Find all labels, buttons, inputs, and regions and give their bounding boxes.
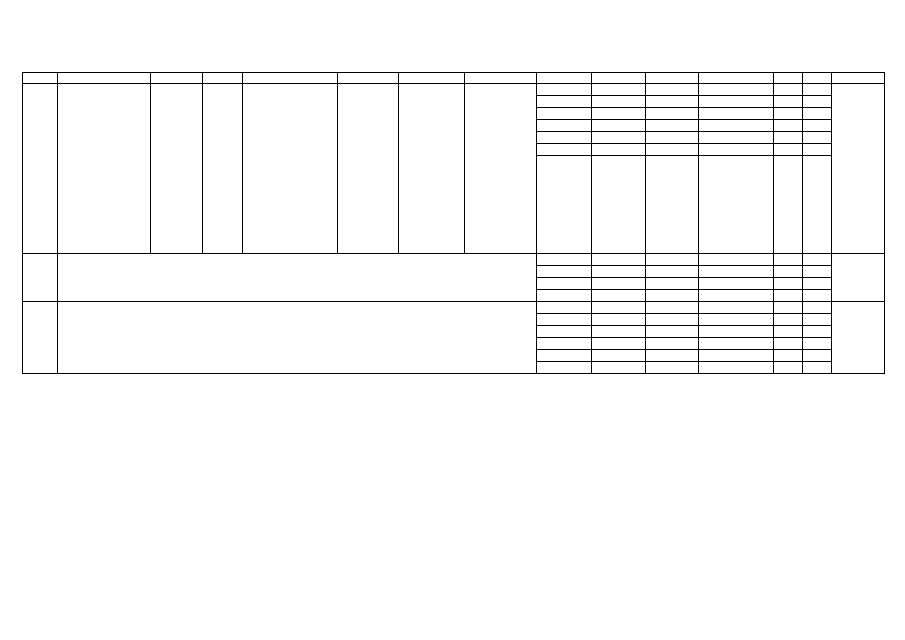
regional-financing-cell [699,84,774,96]
item-number [23,84,58,254]
col14-cell [803,144,832,156]
year-cell [537,156,592,254]
year-cell [537,266,592,278]
col13-cell [774,314,803,326]
regional-financing-cell [699,302,774,314]
year-cell [537,326,592,338]
col13-cell [774,96,803,108]
table-row [23,254,885,266]
regional-financing-cell [699,254,774,266]
customer-cell [399,84,465,254]
year-cell [537,302,592,314]
year-cell [537,96,592,108]
total-financing-cell [592,96,646,108]
column-header [243,73,338,84]
regional-financing-cell [699,350,774,362]
column-header [58,73,151,84]
estimated-cost-cell [338,84,399,254]
federal-financing-cell [646,350,699,362]
col13-cell [774,156,803,254]
column-header [203,73,243,84]
col14-cell [803,132,832,144]
column-header [151,73,203,84]
column-header [23,73,58,84]
column-number-row [23,73,885,84]
period-cell [203,84,243,254]
work-type-label [58,302,537,374]
regional-financing-cell [699,278,774,290]
federal-financing-cell [646,290,699,302]
capacity-cell [151,84,203,254]
column-header [646,73,699,84]
object-name [58,84,151,254]
table-row [23,84,885,96]
col14-cell [803,254,832,266]
year-cell [537,278,592,290]
federal-financing-cell [646,266,699,278]
federal-financing-cell [646,120,699,132]
regional-financing-cell [699,290,774,302]
total-financing-cell [592,302,646,314]
total-financing-cell [592,290,646,302]
col14-cell [803,338,832,350]
remaining-cost-cell [832,302,885,374]
regional-financing-cell [699,156,774,254]
federal-financing-cell [646,362,699,374]
col13-cell [774,278,803,290]
column-header [832,73,885,84]
total-financing-cell [592,84,646,96]
total-financing-cell [592,338,646,350]
column-header [537,73,592,84]
column-header [465,73,537,84]
col14-cell [803,266,832,278]
col13-cell [774,108,803,120]
federal-financing-cell [646,156,699,254]
year-cell [537,362,592,374]
federal-financing-cell [646,96,699,108]
col14-cell [803,156,832,254]
col14-cell [803,108,832,120]
total-financing-cell [592,108,646,120]
column-header [592,73,646,84]
regional-financing-cell [699,120,774,132]
year-cell [537,144,592,156]
col13-cell [774,290,803,302]
regional-financing-cell [699,362,774,374]
column-header [774,73,803,84]
year-cell [537,108,592,120]
column-header [803,73,832,84]
year-cell [537,254,592,266]
federal-financing-cell [646,144,699,156]
total-financing-cell [592,132,646,144]
regional-financing-cell [699,266,774,278]
total-financing-cell [592,144,646,156]
year-cell [537,338,592,350]
remaining-cost-cell [832,84,885,254]
federal-financing-cell [646,302,699,314]
item-number [23,254,58,302]
col14-cell [803,120,832,132]
regional-financing-cell [699,144,774,156]
year-cell [537,290,592,302]
col14-cell [803,290,832,302]
col13-cell [774,350,803,362]
total-financing-cell [592,278,646,290]
year-cell [537,120,592,132]
total-financing-cell [592,156,646,254]
col13-cell [774,362,803,374]
col13-cell [774,144,803,156]
total-financing-cell [592,326,646,338]
col14-cell [803,314,832,326]
col14-cell [803,96,832,108]
federal-financing-cell [646,132,699,144]
col13-cell [774,120,803,132]
remaining-cost-cell [832,254,885,302]
col13-cell [774,338,803,350]
table-row [23,302,885,314]
financing-table [22,72,885,374]
total-financing-cell [592,120,646,132]
col14-cell [803,362,832,374]
federal-financing-cell [646,108,699,120]
col14-cell [803,84,832,96]
column-header [399,73,465,84]
col13-cell [774,254,803,266]
col13-cell [774,266,803,278]
col13-cell [774,132,803,144]
col14-cell [803,278,832,290]
federal-financing-cell [646,84,699,96]
column-header [699,73,774,84]
regional-financing-cell [699,132,774,144]
year-cell [537,84,592,96]
work-type-label [58,254,537,302]
col14-cell [803,326,832,338]
item-number [23,302,58,374]
federal-financing-cell [646,314,699,326]
builder-cell [465,84,537,254]
regional-financing-cell [699,326,774,338]
federal-financing-cell [646,254,699,266]
col13-cell [774,302,803,314]
year-cell [537,132,592,144]
federal-financing-cell [646,278,699,290]
regional-financing-cell [699,96,774,108]
column-header [338,73,399,84]
col14-cell [803,350,832,362]
total-financing-cell [592,350,646,362]
regional-financing-cell [699,314,774,326]
total-financing-cell [592,314,646,326]
year-cell [537,350,592,362]
year-cell [537,314,592,326]
federal-financing-cell [646,326,699,338]
col13-cell [774,84,803,96]
total-financing-cell [592,362,646,374]
total-financing-cell [592,266,646,278]
regional-financing-cell [699,108,774,120]
total-financing-cell [592,254,646,266]
federal-financing-cell [646,338,699,350]
regional-financing-cell [699,338,774,350]
col13-cell [774,326,803,338]
basis-document-cell [243,84,338,254]
col14-cell [803,302,832,314]
